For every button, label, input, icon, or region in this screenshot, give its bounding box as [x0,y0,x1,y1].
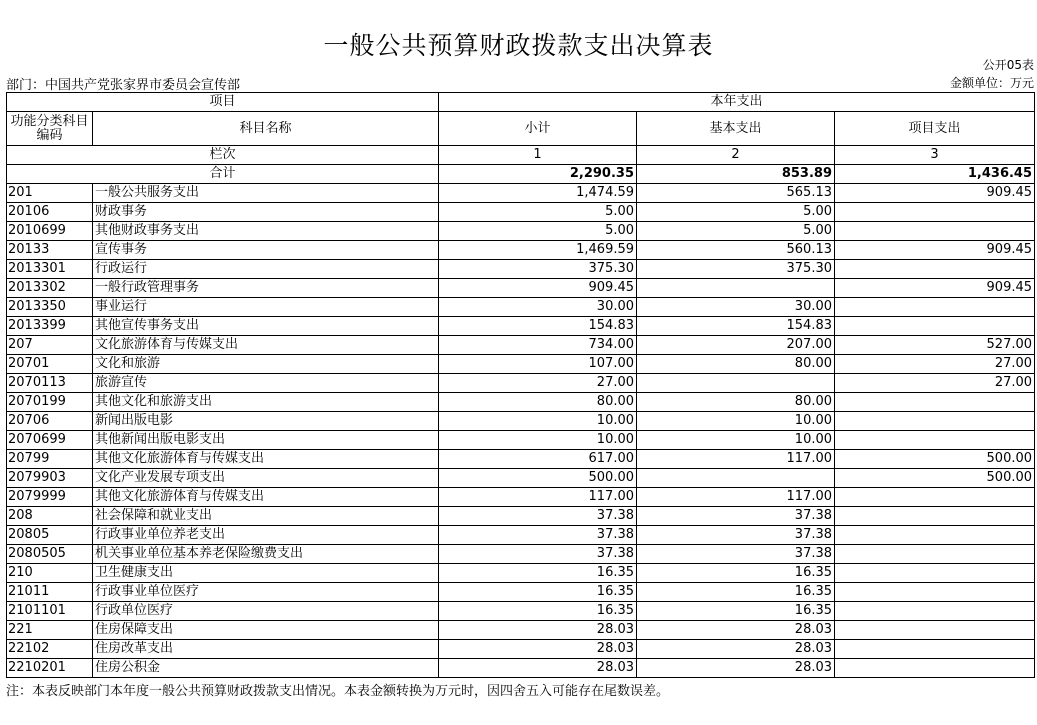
subject-name-cell: 新闻出版电影 [93,412,439,431]
subject-name-cell: 其他财政事务支出 [93,222,439,241]
subtotal-cell: 5.00 [439,203,637,222]
seq-3: 3 [835,146,1035,165]
basic-expenditure-cell [637,374,835,393]
basic-expenditure-cell: 560.13 [637,241,835,260]
project-expenditure-cell [835,621,1035,640]
subtotal-cell: 30.00 [439,298,637,317]
table-row [7,621,1035,640]
subtotal-cell: 500.00 [439,469,637,488]
basic-expenditure-cell: 37.38 [637,526,835,545]
subject-name-cell: 财政事务 [93,203,439,222]
subject-code-cell: 21011 [7,583,93,602]
basic-expenditure-cell: 375.30 [637,260,835,279]
subtotal-cell: 16.35 [439,583,637,602]
footnote: 注：本表反映部门本年度一般公共预算财政拨款支出情况。本表金额转换为万元时，因四舍五入可能存在尾数误差。 [6,684,670,699]
subject-code-cell: 2070699 [7,431,93,450]
project-expenditure-cell [835,545,1035,564]
project-expenditure-cell: 500.00 [835,450,1035,469]
basic-expenditure-cell: 16.35 [637,564,835,583]
basic-expenditure-cell: 565.13 [637,184,835,203]
table-row [7,260,1035,279]
subject-name-cell: 宣传事务 [93,241,439,260]
project-expenditure-cell [835,412,1035,431]
subtotal-cell: 375.30 [439,260,637,279]
total-subtotal: 2,290.35 [439,165,637,184]
subject-code-cell: 2101101 [7,602,93,621]
expenditure-table [6,92,1035,678]
subject-name-cell: 社会保障和就业支出 [93,507,439,526]
subject-name-cell: 文化旅游体育与传媒支出 [93,336,439,355]
seq-row [7,146,1035,165]
subtotal-cell: 1,474.59 [439,184,637,203]
basic-expenditure-cell: 154.83 [637,317,835,336]
subject-code-cell: 221 [7,621,93,640]
subtotal-cell: 909.45 [439,279,637,298]
basic-expenditure-cell: 37.38 [637,545,835,564]
table-row [7,602,1035,621]
table-row [7,336,1035,355]
subject-code-cell: 20799 [7,450,93,469]
project-expenditure-cell [835,583,1035,602]
subject-name-cell: 事业运行 [93,298,439,317]
subject-name-cell: 文化产业发展专项支出 [93,469,439,488]
subject-code-cell: 2079903 [7,469,93,488]
subject-name-cell: 行政事业单位养老支出 [93,526,439,545]
basic-expenditure-cell: 28.03 [637,640,835,659]
table-row [7,431,1035,450]
table-row [7,298,1035,317]
subtotal-cell: 10.00 [439,431,637,450]
subtotal-cell: 617.00 [439,450,637,469]
subject-name-cell: 其他文化旅游体育与传媒支出 [93,488,439,507]
page-title: 一般公共预算财政拨款支出决算表 [323,31,714,60]
project-expenditure-cell [835,203,1035,222]
subtotal-cell: 28.03 [439,621,637,640]
table-row [7,450,1035,469]
subtotal-cell: 154.83 [439,317,637,336]
subject-code-cell: 207 [7,336,93,355]
subject-code-cell: 2013302 [7,279,93,298]
header-row-2 [7,112,1035,146]
subject-code-cell: 2070199 [7,393,93,412]
project-expenditure-cell: 527.00 [835,336,1035,355]
subject-code-cell: 22102 [7,640,93,659]
project-expenditure-cell [835,431,1035,450]
table-row [7,507,1035,526]
table-row [7,640,1035,659]
table-row [7,545,1035,564]
subject-name-cell: 一般公共服务支出 [93,184,439,203]
basic-expenditure-cell: 37.38 [637,507,835,526]
header-item: 项目 [7,93,439,112]
subject-name-cell: 住房改革支出 [93,640,439,659]
project-expenditure-cell [835,659,1035,678]
subject-code-cell: 20805 [7,526,93,545]
subject-name-cell: 住房保障支出 [93,621,439,640]
basic-expenditure-cell: 117.00 [637,450,835,469]
basic-expenditure-cell: 16.35 [637,602,835,621]
subtotal-cell: 28.03 [439,640,637,659]
basic-expenditure-cell [637,469,835,488]
subject-code-cell: 2079999 [7,488,93,507]
subject-name-cell: 其他新闻出版电影支出 [93,431,439,450]
table-row [7,469,1035,488]
subject-code-cell: 208 [7,507,93,526]
table-row [7,583,1035,602]
subject-code-cell: 201 [7,184,93,203]
subtotal-cell: 16.35 [439,564,637,583]
unit-label: 金额单位：万元 [949,76,1034,90]
subject-name-cell: 其他文化旅游体育与传媒支出 [93,450,439,469]
project-expenditure-cell [835,298,1035,317]
subject-code-cell: 20106 [7,203,93,222]
subtotal-cell: 5.00 [439,222,637,241]
subject-name-cell: 其他文化和旅游支出 [93,393,439,412]
table-row [7,393,1035,412]
subject-name-cell: 旅游宣传 [93,374,439,393]
table-row [7,412,1035,431]
subtotal-cell: 28.03 [439,659,637,678]
project-expenditure-cell: 27.00 [835,355,1035,374]
table-row [7,317,1035,336]
subject-code-cell: 2013301 [7,260,93,279]
project-expenditure-cell [835,507,1035,526]
table-row [7,526,1035,545]
table-row [7,184,1035,203]
seq-1: 1 [439,146,637,165]
subtotal-cell: 117.00 [439,488,637,507]
subject-name-cell: 行政运行 [93,260,439,279]
subject-code-cell: 2080505 [7,545,93,564]
table-row [7,279,1035,298]
header-basic: 基本支出 [637,112,835,146]
basic-expenditure-cell: 10.00 [637,412,835,431]
basic-expenditure-cell: 207.00 [637,336,835,355]
basic-expenditure-cell: 30.00 [637,298,835,317]
subtotal-cell: 734.00 [439,336,637,355]
project-expenditure-cell [835,222,1035,241]
basic-expenditure-cell: 10.00 [637,431,835,450]
total-project: 1,436.45 [835,165,1035,184]
basic-expenditure-cell: 117.00 [637,488,835,507]
subtotal-cell: 37.38 [439,526,637,545]
subtotal-cell: 37.38 [439,507,637,526]
subject-name-cell: 住房公积金 [93,659,439,678]
project-expenditure-cell [835,317,1035,336]
subject-code-cell: 2013399 [7,317,93,336]
table-row [7,374,1035,393]
subject-code-cell: 2010699 [7,222,93,241]
table-row [7,203,1035,222]
header-current-year: 本年支出 [439,93,1035,112]
basic-expenditure-cell: 5.00 [637,203,835,222]
total-row [7,165,1035,184]
project-expenditure-cell: 909.45 [835,279,1035,298]
basic-expenditure-cell [637,279,835,298]
subject-name-cell: 一般行政管理事务 [93,279,439,298]
header-subject-name: 科目名称 [93,112,439,146]
total-basic: 853.89 [637,165,835,184]
subtotal-cell: 10.00 [439,412,637,431]
project-expenditure-cell [835,602,1035,621]
total-label: 合计 [7,165,439,184]
table-row [7,564,1035,583]
subject-name-cell: 文化和旅游 [93,355,439,374]
table-row [7,241,1035,260]
project-expenditure-cell [835,526,1035,545]
subject-code-cell: 2070113 [7,374,93,393]
subject-code-cell: 20133 [7,241,93,260]
project-expenditure-cell: 909.45 [835,184,1035,203]
project-expenditure-cell: 27.00 [835,374,1035,393]
subject-name-cell: 行政单位医疗 [93,602,439,621]
subtotal-cell: 27.00 [439,374,637,393]
header-project: 项目支出 [835,112,1035,146]
subject-name-cell: 卫生健康支出 [93,564,439,583]
project-expenditure-cell [835,393,1035,412]
basic-expenditure-cell: 16.35 [637,583,835,602]
basic-expenditure-cell: 5.00 [637,222,835,241]
table-code: 公开05表 [982,58,1034,72]
department-label: 部门：中国共产党张家界市委员会宣传部 [6,78,241,93]
table-row [7,488,1035,507]
project-expenditure-cell [835,640,1035,659]
seq-label: 栏次 [7,146,439,165]
subtotal-cell: 1,469.59 [439,241,637,260]
table-row [7,355,1035,374]
subject-code-cell: 20706 [7,412,93,431]
header-func-code: 功能分类科目编码 [7,112,93,146]
project-expenditure-cell [835,564,1035,583]
basic-expenditure-cell: 28.03 [637,621,835,640]
subject-code-cell: 210 [7,564,93,583]
project-expenditure-cell: 500.00 [835,469,1035,488]
subtotal-cell: 16.35 [439,602,637,621]
project-expenditure-cell [835,488,1035,507]
table-row [7,659,1035,678]
subject-name-cell: 行政事业单位医疗 [93,583,439,602]
subject-name-cell: 其他宣传事务支出 [93,317,439,336]
project-expenditure-cell: 909.45 [835,241,1035,260]
subject-code-cell: 2210201 [7,659,93,678]
subtotal-cell: 107.00 [439,355,637,374]
header-row-1 [7,93,1035,112]
subtotal-cell: 80.00 [439,393,637,412]
basic-expenditure-cell: 28.03 [637,659,835,678]
subtotal-cell: 37.38 [439,545,637,564]
subject-code-cell: 2013350 [7,298,93,317]
subject-name-cell: 机关事业单位基本养老保险缴费支出 [93,545,439,564]
basic-expenditure-cell: 80.00 [637,355,835,374]
project-expenditure-cell [835,260,1035,279]
basic-expenditure-cell: 80.00 [637,393,835,412]
header-subtotal: 小计 [439,112,637,146]
subject-code-cell: 20701 [7,355,93,374]
seq-2: 2 [637,146,835,165]
table-row [7,222,1035,241]
